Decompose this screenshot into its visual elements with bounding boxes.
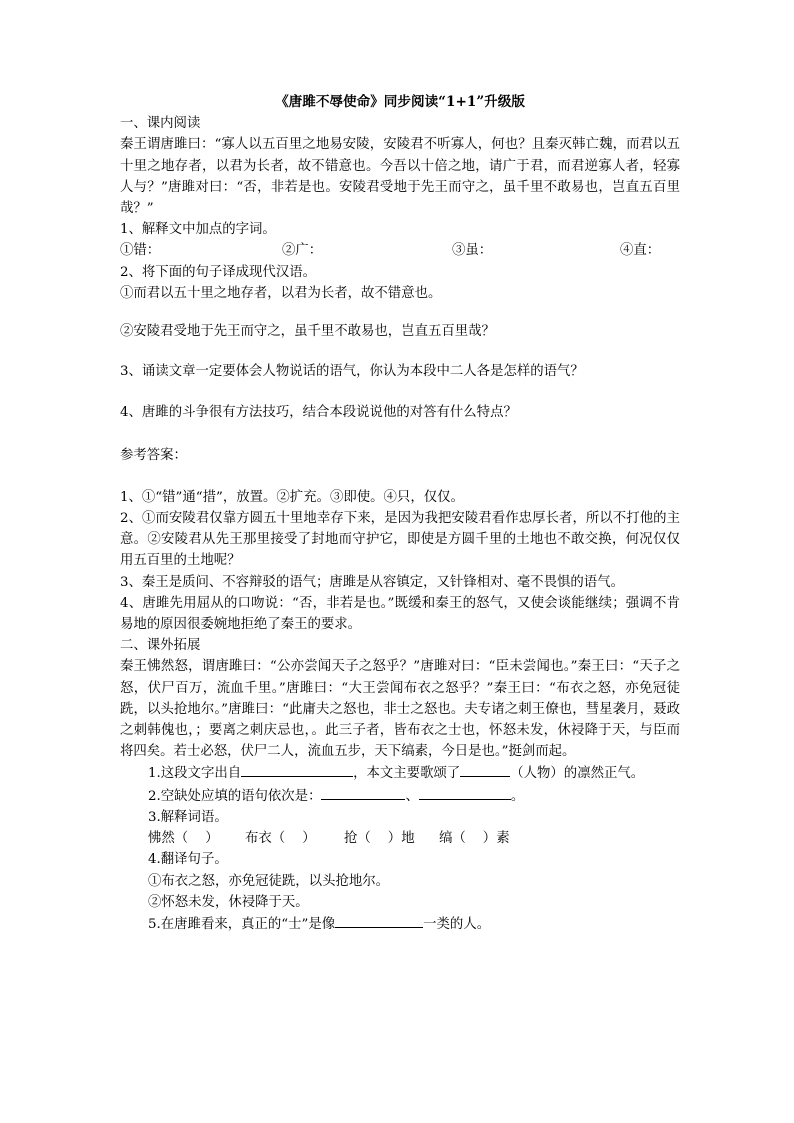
ext-q2-end: 。: [510, 788, 525, 804]
ext-q1-text-c: （人物）的凛然正气。: [510, 766, 645, 782]
q3-item-4: 缟（ ）素: [439, 831, 510, 847]
answer-4: 4、唐雎先用屈从的口吻说：“否，非若是也。”既缓和秦王的怒气，又使会谈能继续；强调不肯易地的原因很委婉地拒绝了秦王的要求。: [120, 595, 680, 633]
q1-item-4: ④直：: [620, 243, 661, 259]
question-1: 1、解释文中加点的字词。: [120, 222, 276, 238]
question-2-a: ①而君以五十里之地存者，以君为长者，故不错意也。: [120, 285, 442, 301]
ext-question-5: [120, 913, 680, 935]
question-4: 4、唐雎的斗争很有方法技巧，结合本段说说他的对答有什么特点？: [120, 405, 517, 421]
question-2: 2、将下面的句子译成现代汉语。: [120, 264, 316, 280]
q3-item-1: 怫然（ ）: [148, 831, 219, 847]
ext-question-3: 3.解释词语。: [148, 809, 228, 825]
section2-heading: 二、课外拓展: [120, 638, 201, 654]
q1-item-1: ①错：: [120, 243, 161, 259]
answer-1: 1、①“错”通“措”，放置。②扩充。③即使。④只，仅仅。: [120, 489, 464, 505]
ext-question-3-items: [120, 828, 680, 849]
answer-blank[interactable]: [241, 762, 353, 777]
question-1-items: [120, 240, 680, 261]
section2-passage: 秦王怫然怒，谓唐雎曰：“公亦尝闻天子之怒乎？”唐雎对曰：“臣未尝闻也。”秦王曰：“天子之怒，伏尸百万，流血千里。”唐雎曰：“大王尝闻布衣之怒乎？”秦王曰：“布衣之怒，亦免冠徒跣，以头抢地尔。”唐雎曰：“此庸夫之怒也，非士之怒也。夫专诸之刺王僚也，彗星袭月，聂政之刺韩傀也，；要离之刺庆忌也，。此三子者，皆布衣之士也，怀怒未发，休祲降于天，与臣而将四矣。若士必怒，伏尸二人，流血五步，天下缟素，今日是也。”挺剑而起。: [120, 659, 680, 760]
ext-q2-text: 2.空缺处应填的语句依次是：: [148, 788, 322, 804]
ext-q1-text-b: ，本文主要歌颂了: [353, 766, 461, 782]
answer-blank[interactable]: [335, 913, 423, 928]
ext-q5-text-a: 5.在唐雎看来，真正的“士”是像: [148, 916, 336, 932]
ext-question-4-a: ①布衣之怒，亦免冠徒跣，以头抢地尔。: [148, 873, 390, 889]
ext-question-4: 4.翻译句子。: [148, 852, 228, 868]
ext-q2-sep: 、: [405, 788, 419, 804]
ext-question-1: [120, 762, 680, 784]
section1-passage: 秦王谓唐雎曰：“寡人以五百里之地易安陵，安陵君不听寡人，何也？且秦灭韩亡魏，而君以五十里之地存者，以君为长者，故不错意也。今吾以十倍之地，请广于君，而君逆寡人者，轻寡人与？”唐雎对曰：“否，非若是也。安陵君受地于先王而守之，虽千里不敢易也，岂直五百里哉？”: [120, 137, 680, 217]
answer-3: 3、秦王是质问、不容辩驳的语气；唐雎是从容镇定，又针锋相对、毫不畏惧的语气。: [120, 574, 624, 590]
document-page: [120, 92, 680, 935]
q3-item-3: 抢（ ）地: [344, 831, 415, 847]
q1-item-3: ③虽：: [452, 243, 493, 259]
answer-blank[interactable]: [321, 785, 405, 800]
ext-q5-text-b: 一类的人。: [423, 916, 491, 932]
answer-blank[interactable]: [460, 762, 510, 777]
question-3: 3、诵读文章一定要体会人物说话的语气，你认为本段中二人各是怎样的语气？: [120, 364, 584, 380]
ext-question-4-b: ②怀怒未发，休祲降于天。: [148, 894, 309, 910]
document-title: 《唐雎不辱使命》同步阅读“1+1”升级版: [275, 94, 525, 110]
q3-item-2: 布衣（ ）: [245, 831, 316, 847]
q1-item-2: ②广：: [282, 243, 323, 259]
answers-heading: 参考答案：: [120, 447, 187, 463]
ext-question-2: [120, 785, 680, 807]
answer-2: 2、①而安陵君仅靠方圆五十里地幸存下来，是因为我把安陵君看作忠厚长者，所以不打他的主意。②安陵君从先王那里接受了封地而守护它，即使是方圆千里的土地也不敢交换，何况仅仅用五百里的土地呢？: [120, 511, 680, 569]
question-2-b: ②安陵君受地于先王而守之，虽千里不敢易也，岂直五百里哉？: [120, 324, 495, 340]
section1-heading: 一、课内阅读: [120, 116, 201, 132]
answer-blank[interactable]: [419, 785, 511, 800]
ext-q1-text-a: 1.这段文字出自: [148, 766, 242, 782]
